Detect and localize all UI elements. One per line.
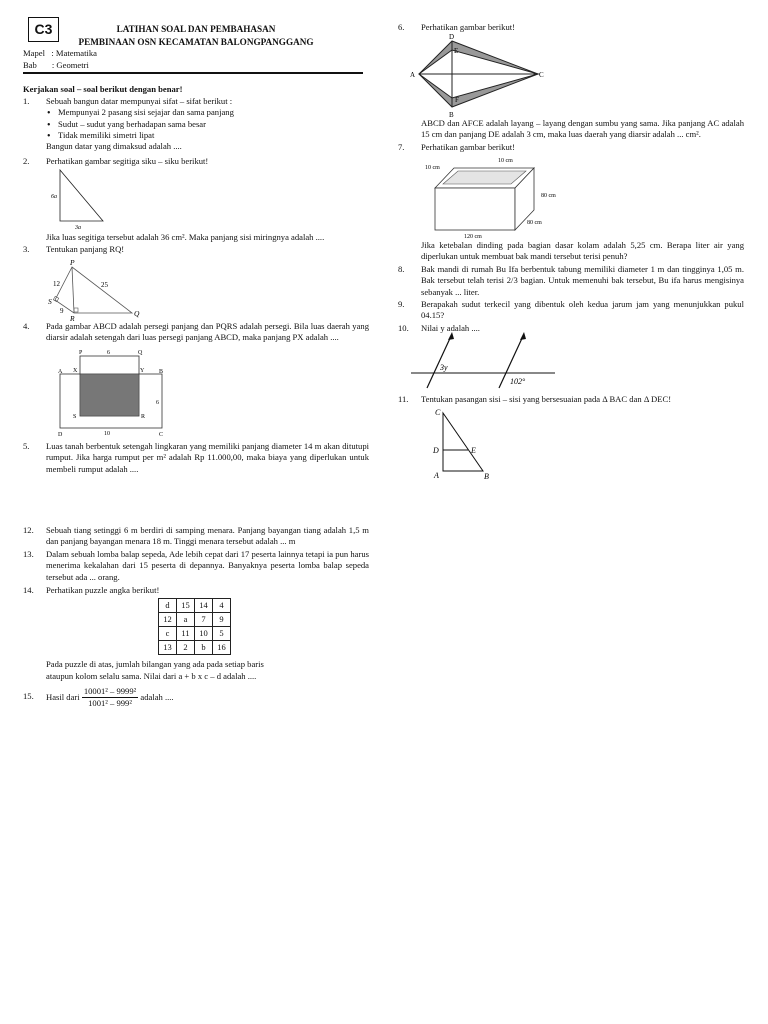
question-14-tail-1: Pada puzzle di atas, jumlah bilangan yang ada pada setiap baris [46,659,264,669]
question-4 [23,321,369,344]
question-text: Nilai y adalah .... [421,323,480,333]
arrow-head [448,332,454,340]
question-12 [23,525,369,548]
kite-figure [406,32,551,118]
question-number: 6. [398,22,405,32]
grid-cell: b [195,641,213,655]
label-top: 6 [107,350,110,356]
header-divider [23,72,363,74]
question-number: 8. [398,264,405,274]
bullet-item: • Mempunyai 2 pasang sisi sejajar dan sama panjang [58,107,369,118]
vertex-q: Q [134,309,140,318]
grid-cell: 2 [177,641,195,655]
bullet-item: • Sudut – sudut yang berhadapan sama besar [58,119,369,130]
vertex-a: A [410,71,416,79]
question-prefix: Hasil dari [46,691,80,702]
question-number: 1. [23,96,30,106]
question-text: Luas tanah berbentuk setengah lingkaran yang memiliki panjang diameter 14 m akan ditutupi rumput. Jika harga rumput per m² adalah Rp 11.000,00, maka biaya yang diperlukan untuk membeli rumput adalah .... [46,441,369,474]
vertex-f: F [455,96,459,104]
similar-triangles-figure [428,405,498,483]
question-5 [23,441,369,475]
arrow-head [520,332,526,340]
table-row [159,641,231,655]
vertex-x: X [73,368,78,374]
question-tail: Bangun datar yang dimaksud adalah .... [46,141,182,152]
vertex-a: A [58,369,63,375]
denominator: 1001² – 999² [88,698,132,709]
vertex-b: B [449,111,454,118]
parallel-line-1 [427,334,452,388]
question-text: Sebuah bangun datar mempunyai sifat – sifat berikut : [46,96,233,106]
instruction: Kerjakan soal – soal berikut dengan benar! [23,84,183,94]
grid-cell: 11 [177,627,195,641]
label-wall-left: 10 cm [425,165,440,171]
question-number: 2. [23,156,30,166]
subject-line: Mapel : Matematika [23,48,97,58]
vertex-d: D [449,33,455,41]
question-text: Pada gambar ABCD adalah persegi panjang dan PQRS adalah persegi. Bila luas daerah yang diarsir adalah setengah dari luas persegi panjang ABCD, maka panjang PX adalah .... [46,321,369,343]
vertex-y: Y [140,368,145,374]
question-number: 9. [398,299,405,309]
length-pq: 25 [101,281,108,289]
question-1 [23,96,369,153]
grid-cell: 10 [195,627,213,641]
vertex-d: D [433,446,439,455]
length-sp: 12 [53,280,60,288]
question-text: Sebuah tiang setinggi 6 m berdiri di samping menara. Panjang bayangan tiang adalah 1,5 m dan panjang bayangan menara 18 m. Tinggi menara tersebut adalah ... m [46,525,369,547]
question-number: 12. [23,525,34,535]
grid-cell: 14 [195,599,213,613]
vertex-r: R [70,314,75,321]
question-11 [398,394,744,405]
question-2-tail: Jika luas segitiga tersebut adalah 36 cm². Maka panjang sisi miringnya adalah .... [46,232,325,242]
right-triangle-figure [48,167,108,231]
vertex-s: S [73,414,77,420]
pool-box-figure [422,154,572,240]
fraction [82,686,138,710]
grid-cell: 13 [159,641,177,655]
vertex-s: S [48,297,52,306]
question-number: 11. [398,394,409,404]
vertex-r: R [141,414,146,420]
length-sr: 9 [60,307,64,315]
vertex-e: E [454,47,459,55]
question-7-tail: Jika ketebalan dinding pada bagian dasar kolam adalah 5,25 cm. Berapa liter air yang diperlukan untuk membuat bak mandi tersebut terisi penuh? [421,240,744,262]
vertex-c: C [539,71,544,79]
grid-cell: d [159,599,177,613]
question-2 [23,156,369,167]
question-7 [398,142,744,153]
grid-cell: 12 [159,613,177,627]
question-number: 14. [23,585,34,595]
number-puzzle-grid [158,598,231,655]
table-row [159,599,231,613]
vertex-b: B [484,472,489,481]
label-height: 80 cm [541,193,556,199]
vertex-p: P [70,258,75,267]
title-line-1: LATIHAN SOAL DAN PEMBAHASAN [116,24,276,34]
triangle-shape [55,267,132,313]
question-text: Berapakah sudut terkecil yang dibentuk oleh kedua jarum jam yang menunjukkan pukul 04.15? [421,299,744,321]
grid-cell: 7 [195,613,213,627]
grid-cell: 15 [177,599,195,613]
grid-cell: 5 [213,627,231,641]
question-14-tail-2: ataupun kolom selalu sama. Nilai dari a + b x c – d adalah .... [46,671,257,681]
question-13 [23,549,369,583]
base-label: 3a [75,225,81,231]
question-number: 7. [398,142,405,152]
question-14 [23,585,369,596]
vertex-c: C [159,432,164,438]
question-text: Perhatikan gambar berikut! [421,142,516,152]
angle-label-3y: 3y [440,363,448,372]
vertex-p: P [79,350,83,356]
question-6-tail: ABCD dan AFCE adalah layang – layang dengan sumbu yang sama. Jika panjang AC adalah 15 cm dan panjang DE adalah 3 cm, maka luas daerah yang diarsir adalah ... cm². [421,118,744,140]
question-text: Bak mandi di rumah Bu Ifa berbentuk tabung memiliki diameter 1 m dan tingginya 1,05 m. Bak tersebut telah terisi 2/3 bagian. Untuk memenuhi bak tersebut, Bu ifa harus mengisinya sebanyak ... liter. [421,264,744,297]
vertex-q: Q [138,350,143,356]
altitude-line [72,267,74,313]
question-number: 10. [398,323,409,333]
class-code-box: C3 [28,17,59,42]
question-number: 13. [23,549,34,559]
rectangle-square-figure [55,346,170,438]
vertex-e: E [471,446,476,455]
grid-cell: a [177,613,195,627]
question-number: 5. [23,441,30,451]
question-9 [398,299,744,322]
chapter-line: Bab : Geometri [23,60,89,70]
vertex-a: A [434,471,439,480]
question-number: 15. [23,691,34,701]
label-wall-top: 10 cm [498,158,513,164]
bullet-list [46,107,369,141]
question-number: 4. [23,321,30,331]
question-text: Perhatikan gambar segitiga siku – siku berikut! [46,156,209,166]
grid-cell: 16 [213,641,231,655]
label-bottom: 10 [104,431,110,437]
table-row [159,627,231,641]
grid-cell: c [159,627,177,641]
triangle-bac [443,413,483,471]
table-row [159,613,231,627]
parallel-lines-figure [408,330,558,390]
question-text: Dalam sebuah lomba balap sepeda, Ade lebih cepat dari 17 peserta lainnya tetapi ia pun harus menerima kekalahan dari 15 peserta di depannya. Banyaknya peserta lomba balap sepeda tersebut ada ... orang. [46,549,369,582]
box-inner-top [443,171,526,184]
label-depth: 80 cm [527,220,542,226]
question-3 [23,244,369,255]
vertex-b: B [159,369,164,375]
question-text: Tentukan panjang RQ! [46,244,125,254]
triangle-pqr-figure [46,255,146,321]
numerator: 10001² – 9999² [82,686,138,698]
triangle-shape [60,170,103,221]
question-text: Perhatikan puzzle angka berikut! [46,585,160,595]
shaded-region [81,375,139,416]
label-right: 6 [156,400,159,406]
title-line-2: PEMBINAAN OSN KECAMATAN BALONGPANGGANG [78,37,314,47]
question-number: 3. [23,244,30,254]
grid-cell: 4 [213,599,231,613]
bullet-item: • Tidak memiliki simetri lipat [58,130,369,141]
vertex-d: D [58,432,63,438]
side-label: 6a [51,194,57,200]
grid-cell: 9 [213,613,231,627]
question-suffix: adalah .... [140,691,174,702]
label-length: 120 cm [464,234,482,240]
question-text: Perhatikan gambar berikut! [421,22,516,32]
vertex-c: C [435,408,441,417]
box-front [435,188,515,230]
right-angle-mark [74,308,78,312]
question-15 [23,686,369,710]
question-text: Tentukan pasangan sisi – sisi yang bersesuaian pada Δ BAC dan Δ DEC! [421,394,672,404]
angle-label-102: 102° [510,377,526,386]
question-8 [398,264,744,298]
